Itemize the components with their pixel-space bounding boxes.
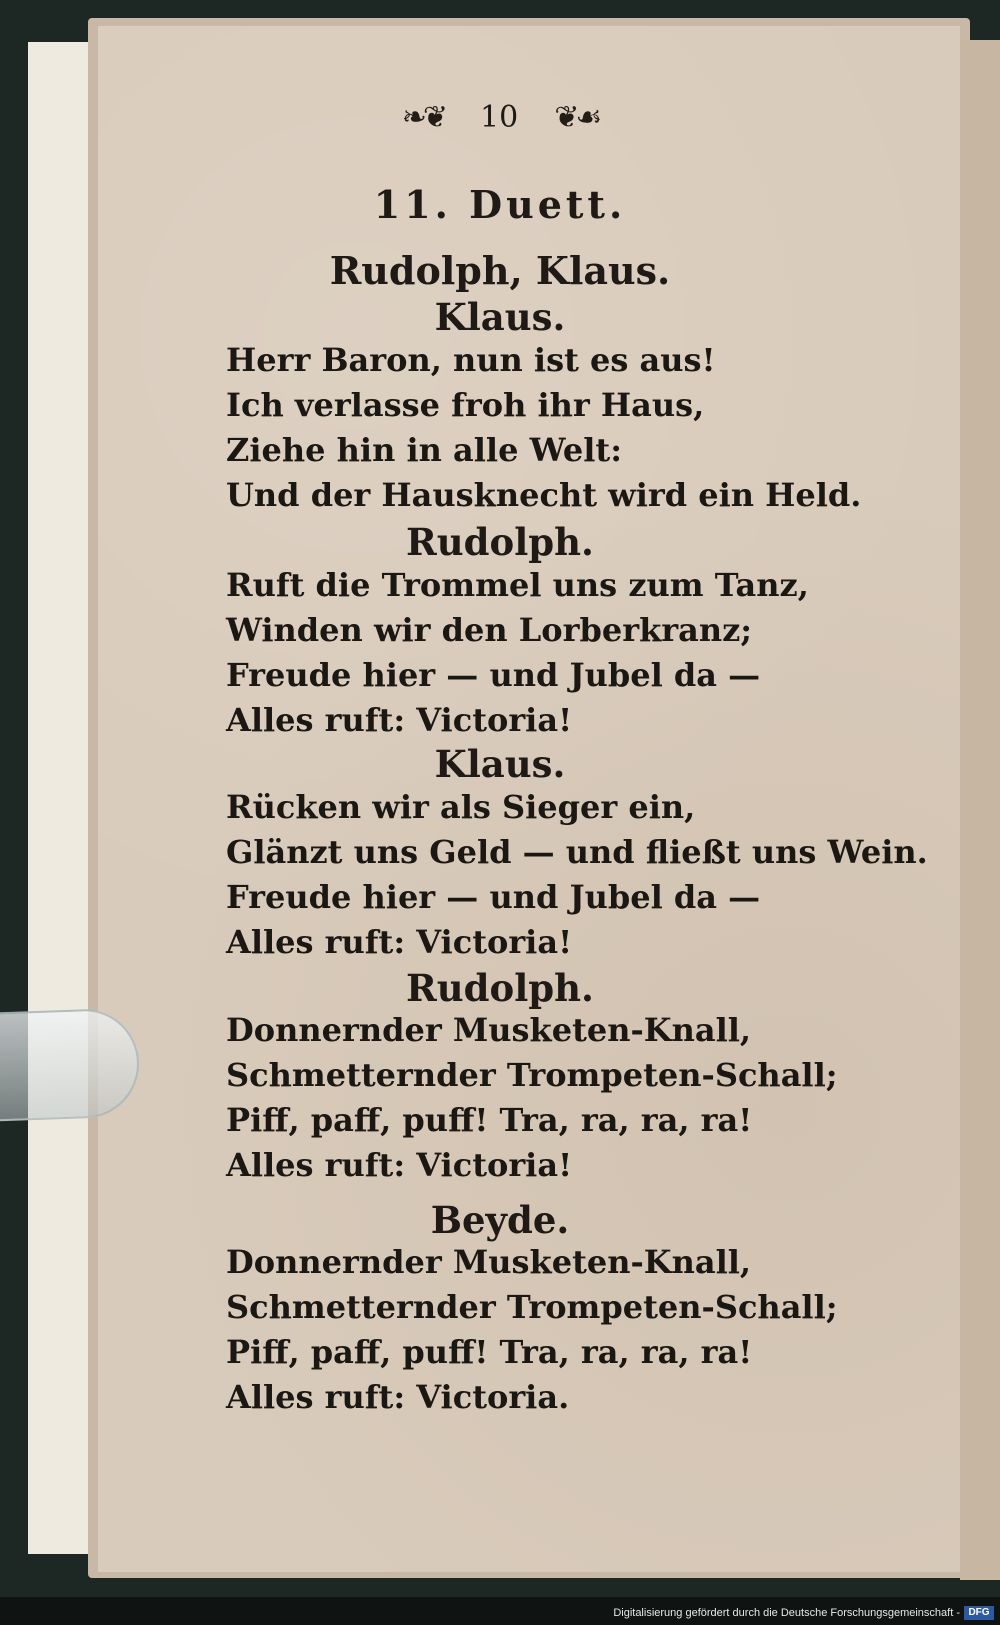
verse-line: Donnernder Musketen-Knall, [226,1011,752,1049]
song-title [0,182,1000,227]
song-number: 11. [373,182,452,227]
verse-line: Herr Baron, nun ist es aus! [226,341,716,379]
song-name: Duett. [469,182,627,227]
verse-line: Alles ruft: Victoria! [226,1146,573,1184]
verse-line: Ich verlasse froh ihr Haus, [226,386,705,424]
digitization-credit: Digitalisierung gefördert durch die Deutsche Forschungsgemeinschaft - [613,1607,960,1619]
verse-line: Ziehe hin in alle Welt: [226,431,623,469]
speaker-beyde: Beyde. [430,1198,570,1242]
verse-line: Alles ruft: Victoria! [226,923,573,961]
verse-line: Winden wir den Lorberkranz; [226,611,753,649]
speaker-klaus-2: Klaus. [434,742,566,786]
left-ornament-icon: ❧❦ [401,100,445,135]
verse-line: Donnernder Musketen-Knall, [226,1243,752,1281]
verse-line: Schmetternder Trompeten-Schall; [226,1056,838,1094]
song-characters: Rudolph, Klaus. [329,248,671,293]
right-ornament-icon: ❦☙ [554,100,599,135]
verse-line: Ruft die Trommel uns zum Tanz, [226,566,809,604]
page-header [0,100,1000,135]
verse-4 [226,1008,906,1188]
verse-line: Alles ruft: Victoria! [226,701,573,739]
verse-1 [226,338,906,518]
verse-line: Und der Hausknecht wird ein Held. [226,476,862,514]
dfg-logo: DFG [964,1606,994,1620]
verse-2 [226,563,906,743]
verse-line: Freude hier — und Jubel da — [226,656,761,694]
verse-line: Piff, paff, puff! Tra, ra, ra, ra! [226,1333,753,1371]
verse-line: Freude hier — und Jubel da — [226,878,761,916]
speaker-rudolph-2: Rudolph. [406,966,594,1010]
verse-line: Piff, paff, puff! Tra, ra, ra, ra! [226,1101,753,1139]
verse-line: Alles ruft: Victoria. [226,1378,570,1416]
verse-5 [226,1240,906,1420]
verse-line: Glänzt uns Geld — und fließt uns Wein. [226,833,928,871]
page-number: 10 [480,100,519,135]
verse-line: Rücken wir als Sieger ein, [226,788,696,826]
speaker-rudolph-1: Rudolph. [406,520,594,564]
speaker-klaus-1: Klaus. [434,295,566,339]
verse-3 [226,785,928,965]
verse-line: Schmetternder Trompeten-Schall; [226,1288,838,1326]
